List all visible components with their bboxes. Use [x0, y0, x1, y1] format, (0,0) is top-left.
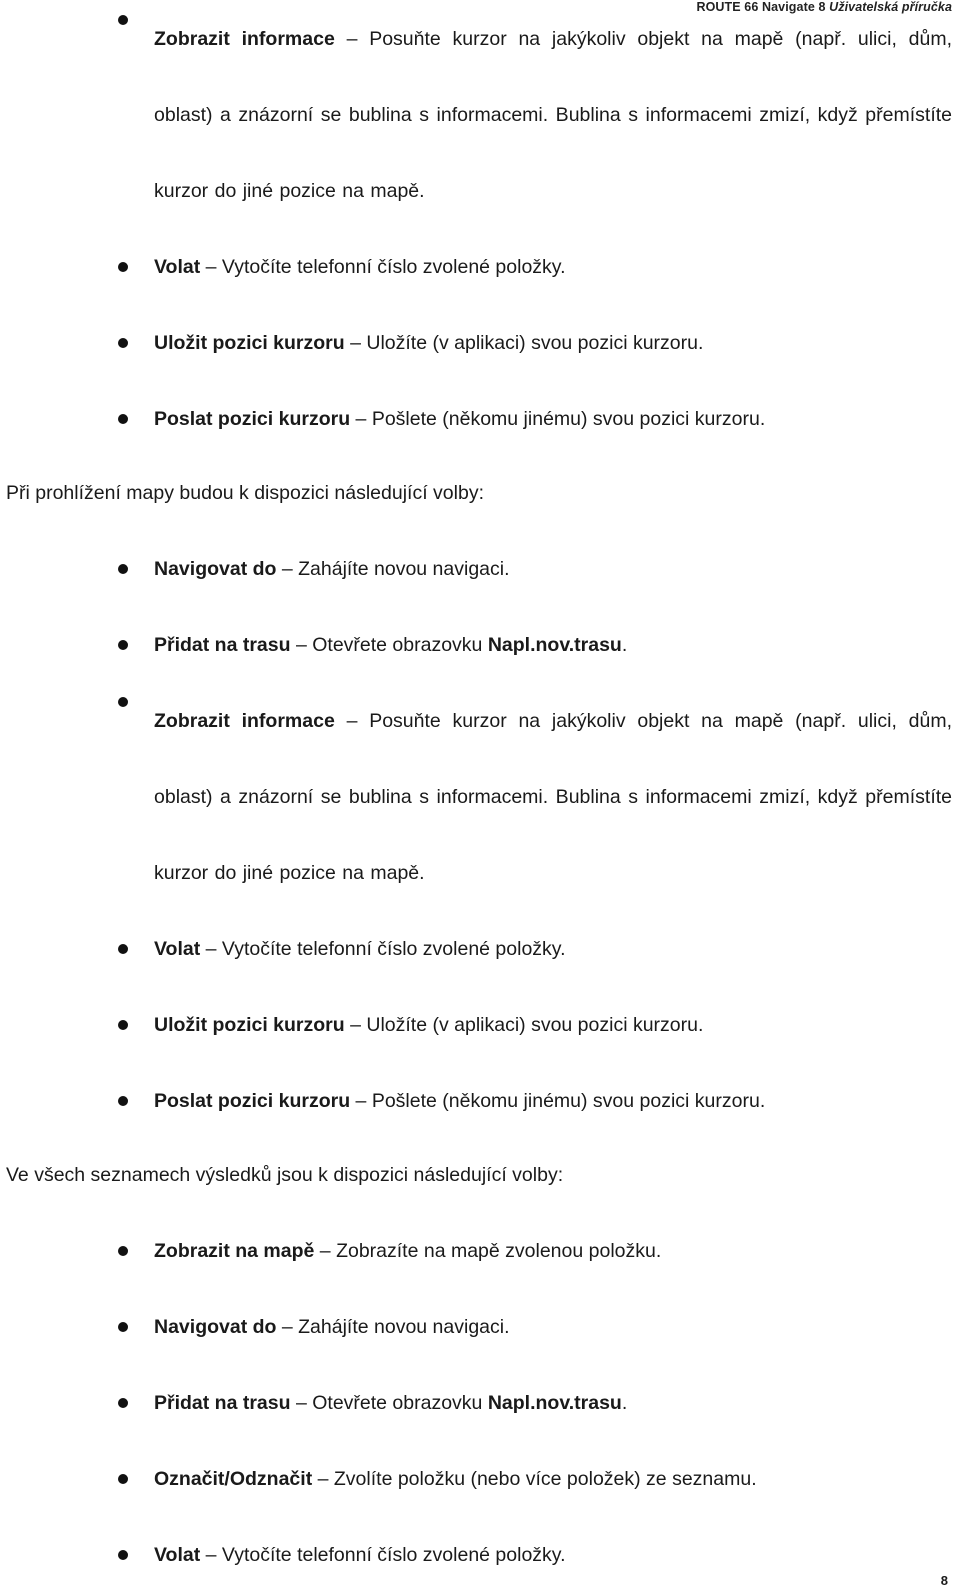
item-term: Navigovat do — [154, 1316, 277, 1338]
list-item — [0, 324, 960, 362]
list-item — [0, 248, 960, 286]
item-description: Zvolíte položku (nebo více položek) ze seznamu. — [333, 1468, 757, 1490]
item-description: Posuňte kurzor na jakýkoliv objekt na mapě (např. ulici, dům, oblast) a znázorní se bublina s informacemi. Bublina s informacemi zmizí, když přemístíte kurzor do jiné pozice na mapě. — [154, 710, 952, 884]
list-item-text — [154, 626, 952, 664]
section — [0, 1156, 960, 1574]
item-term: Uložit pozici kurzoru — [154, 1014, 345, 1036]
item-term: Navigovat do — [154, 558, 277, 580]
item-separator: – — [276, 1316, 299, 1338]
item-term: Zobrazit na mapě — [154, 1240, 315, 1262]
bullet-icon — [118, 1096, 128, 1106]
bullet-list — [0, 1, 960, 438]
list-item — [0, 550, 960, 588]
list-item — [0, 1006, 960, 1044]
item-screen-name: Napl.nov.trasu — [487, 1392, 622, 1414]
bullet-icon — [118, 1550, 128, 1560]
list-item-text — [154, 248, 952, 286]
list-item-text — [154, 1, 952, 229]
bullet-icon — [118, 262, 128, 272]
item-separator: – — [350, 408, 372, 430]
list-item — [0, 400, 960, 438]
list-item — [0, 626, 960, 664]
item-description: Vytočíte telefonní číslo zvolené položky. — [221, 1544, 566, 1566]
header-title: ROUTE 66 Navigate 8 — [696, 0, 830, 14]
list-item-text — [154, 1082, 952, 1120]
item-screen-name: Napl.nov.trasu — [487, 634, 622, 656]
list-item-text — [154, 1006, 952, 1044]
section-intro: Při prohlížení mapy budou k dispozici následující volby: — [6, 482, 484, 504]
item-separator: – — [276, 558, 299, 580]
item-term: Přidat na trasu — [154, 1392, 291, 1414]
item-description: Posuňte kurzor na jakýkoliv objekt na mapě (např. ulici, dům, oblast) a znázorní se bublina s informacemi. Bublina s informacemi zmizí, když přemístíte kurzor do jiné pozice na mapě. — [154, 28, 952, 202]
item-separator: – — [350, 1090, 372, 1112]
list-item — [0, 1232, 960, 1270]
list-item-text — [154, 324, 952, 362]
list-item — [0, 1536, 960, 1574]
bullet-icon — [118, 697, 128, 707]
page-number: 8 — [940, 1573, 948, 1588]
bullet-icon — [118, 1020, 128, 1030]
item-separator: – — [314, 1240, 337, 1262]
item-description: Zahájíte novou navigaci. — [298, 1316, 510, 1338]
list-item-text — [154, 550, 952, 588]
item-description: Uložíte (v aplikaci) svou pozici kurzoru. — [366, 1014, 704, 1036]
item-description: Zobrazíte na mapě zvolenou položku. — [336, 1240, 662, 1262]
item-separator: – — [344, 1014, 367, 1036]
bullet-icon — [118, 564, 128, 574]
header-subtitle: Uživatelská příručka — [829, 0, 952, 14]
item-term: Volat — [154, 1544, 201, 1566]
list-item — [0, 930, 960, 968]
bullet-icon — [118, 338, 128, 348]
item-description: Otevřete obrazovku — [312, 634, 488, 656]
item-description: Zahájíte novou navigaci. — [298, 558, 510, 580]
list-item-text — [154, 1536, 952, 1574]
item-description: Vytočíte telefonní číslo zvolené položky. — [221, 256, 566, 278]
item-separator: – — [290, 634, 313, 656]
item-separator: – — [312, 1468, 334, 1490]
item-term: Označit/Odznačit — [154, 1468, 313, 1490]
item-description: Pošlete (někomu jinému) svou pozici kurzoru. — [371, 408, 766, 430]
list-item-text — [154, 400, 952, 438]
item-separator: – — [200, 938, 222, 960]
item-separator: – — [290, 1392, 313, 1414]
list-item-text — [154, 1384, 952, 1422]
bullet-icon — [118, 15, 128, 25]
list-item-text — [154, 1232, 952, 1270]
list-item — [0, 1082, 960, 1120]
document-body — [0, 20, 960, 1574]
list-item — [0, 1460, 960, 1498]
bullet-list — [0, 1232, 960, 1574]
section-intro: Ve všech seznamech výsledků jsou k dispozici následující volby: — [6, 1164, 564, 1186]
bullet-icon — [118, 944, 128, 954]
item-term: Uložit pozici kurzoru — [154, 332, 345, 354]
list-item-text — [154, 1308, 952, 1346]
list-item — [0, 683, 960, 911]
bullet-icon — [118, 1322, 128, 1332]
item-description: Otevřete obrazovku — [312, 1392, 488, 1414]
list-item-text — [154, 930, 952, 968]
item-term: Přidat na trasu — [154, 634, 291, 656]
item-separator: – — [200, 1544, 222, 1566]
list-item-text — [154, 1460, 952, 1498]
bullet-list — [0, 550, 960, 1120]
section — [0, 1, 960, 438]
section — [0, 474, 960, 1120]
bullet-icon — [118, 1474, 128, 1484]
item-term: Zobrazit informace — [154, 710, 335, 732]
item-term: Poslat pozici kurzoru — [154, 1090, 351, 1112]
bullet-icon — [118, 640, 128, 650]
item-term: Volat — [154, 938, 201, 960]
item-tail: . — [621, 1392, 628, 1414]
item-term: Volat — [154, 256, 201, 278]
item-separator: – — [200, 256, 222, 278]
item-separator: – — [334, 710, 370, 732]
list-item — [0, 1, 960, 229]
item-separator: – — [344, 332, 367, 354]
list-item-text — [154, 683, 952, 911]
item-description: Uložíte (v aplikaci) svou pozici kurzoru. — [366, 332, 704, 354]
bullet-icon — [118, 1398, 128, 1408]
bullet-icon — [118, 414, 128, 424]
list-item — [0, 1308, 960, 1346]
item-term: Zobrazit informace — [154, 28, 335, 50]
list-item — [0, 1384, 960, 1422]
item-term: Poslat pozici kurzoru — [154, 408, 351, 430]
item-description: Pošlete (někomu jinému) svou pozici kurzoru. — [371, 1090, 766, 1112]
item-tail: . — [621, 634, 628, 656]
item-description: Vytočíte telefonní číslo zvolené položky. — [221, 938, 566, 960]
bullet-icon — [118, 1246, 128, 1256]
item-separator: – — [334, 28, 370, 50]
